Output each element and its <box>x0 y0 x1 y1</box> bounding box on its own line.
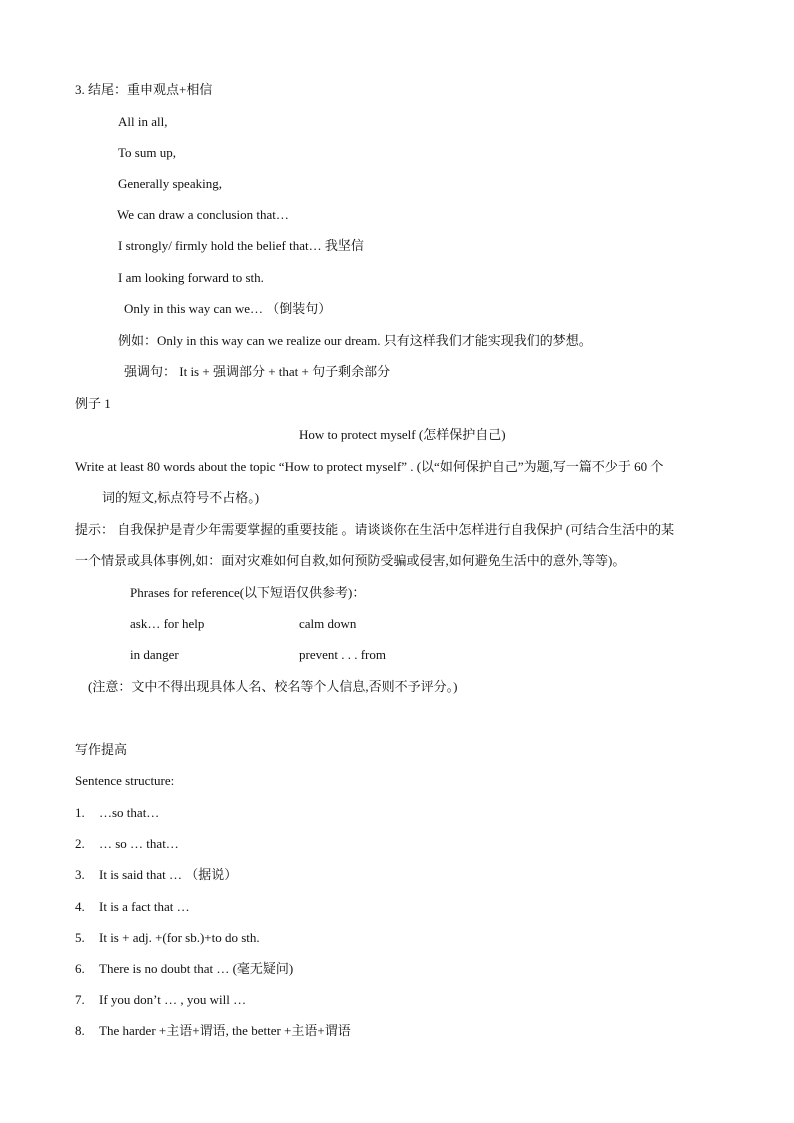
item-number: 6. <box>75 961 85 976</box>
hint-line-1: 提示： 自我保护是青少年需要掌握的重要技能 。请谈谈你在生活中怎样进行自我保护 (可结合生活中的某 <box>75 522 675 537</box>
phrase-only-in-this-way: Only in this way can we… （倒装句） <box>124 301 332 316</box>
phrase-to-sum-up: To sum up, <box>118 145 176 160</box>
item-text: It is a fact that … <box>99 899 190 914</box>
note: (注意：文中不得出现具体人名、校名等个人信息,否则不予评分。) <box>88 679 458 694</box>
prompt-line-1: Write at least 80 words about the topic “How to protect myself” . (以“如何保护自己”为题,写一篇不少于 60 个 <box>75 459 664 474</box>
sentence-structure-heading: Sentence structure: <box>75 773 175 788</box>
phrase-draw-conclusion: We can draw a conclusion that… <box>117 207 289 222</box>
phrases-heading: Phrases for reference(以下短语仅供参考)： <box>130 585 366 600</box>
phrase-generally-speaking: Generally speaking, <box>118 176 222 191</box>
item-text: The harder +主语+谓语, the better +主语+谓语 <box>99 1023 351 1038</box>
example-sentence: 例如：Only in this way can we realize our dream. 只有这样我们才能实现我们的梦想。 <box>118 333 592 348</box>
structure-item <box>75 961 293 977</box>
structure-item <box>75 1023 351 1039</box>
item-text: … so … that… <box>99 836 179 851</box>
item-number: 3. <box>75 867 85 882</box>
writing-heading: 写作提高 <box>75 742 128 757</box>
item-text: It is + adj. +(for sb.)+to do sth. <box>99 930 260 945</box>
item-text: There is no doubt that … (毫无疑问) <box>99 961 294 976</box>
example-label: 例子 1 <box>75 396 111 411</box>
item-number: 5. <box>75 930 85 945</box>
structure-item <box>75 930 260 946</box>
phrase-ask-for-help: ask… for help <box>130 616 205 631</box>
structure-item <box>75 836 179 852</box>
phrase-looking-forward: I am looking forward to sth. <box>118 270 264 285</box>
item-number: 8. <box>75 1023 85 1038</box>
structure-item <box>75 867 237 883</box>
emphasis-sentence: 强调句： It is + 强调部分 + that + 句子剩余部分 <box>124 364 391 379</box>
phrase-in-danger: in danger <box>130 647 179 662</box>
hint-line-2: 一个情景或具体事例,如：面对灾难如何自救,如何预防受骗或侵害,如何避免生活中的意外,等等)。 <box>75 553 626 568</box>
item-number: 2. <box>75 836 85 851</box>
phrase-prevent-from: prevent . . . from <box>299 647 387 662</box>
phrase-all-in-all: All in all, <box>118 114 168 129</box>
phrase-hold-belief: I strongly/ firmly hold the belief that… 我坚信 <box>118 238 364 253</box>
example-title: How to protect myself (怎样保护自己) <box>299 427 506 442</box>
structure-item <box>75 899 190 915</box>
prompt-line-2: 词的短文,标点符号不占格。) <box>102 490 260 505</box>
structure-item <box>75 992 246 1008</box>
item-number: 4. <box>75 899 85 914</box>
item-text: …so that… <box>99 805 160 820</box>
section-3-heading: 3. 结尾：重申观点+相信 <box>75 82 213 97</box>
item-number: 7. <box>75 992 85 1007</box>
item-text: It is said that … （据说） <box>99 867 238 882</box>
structure-item <box>75 805 159 821</box>
item-number: 1. <box>75 805 85 820</box>
item-text: If you don’t … , you will … <box>99 992 247 1007</box>
phrase-calm-down: calm down <box>299 616 357 631</box>
